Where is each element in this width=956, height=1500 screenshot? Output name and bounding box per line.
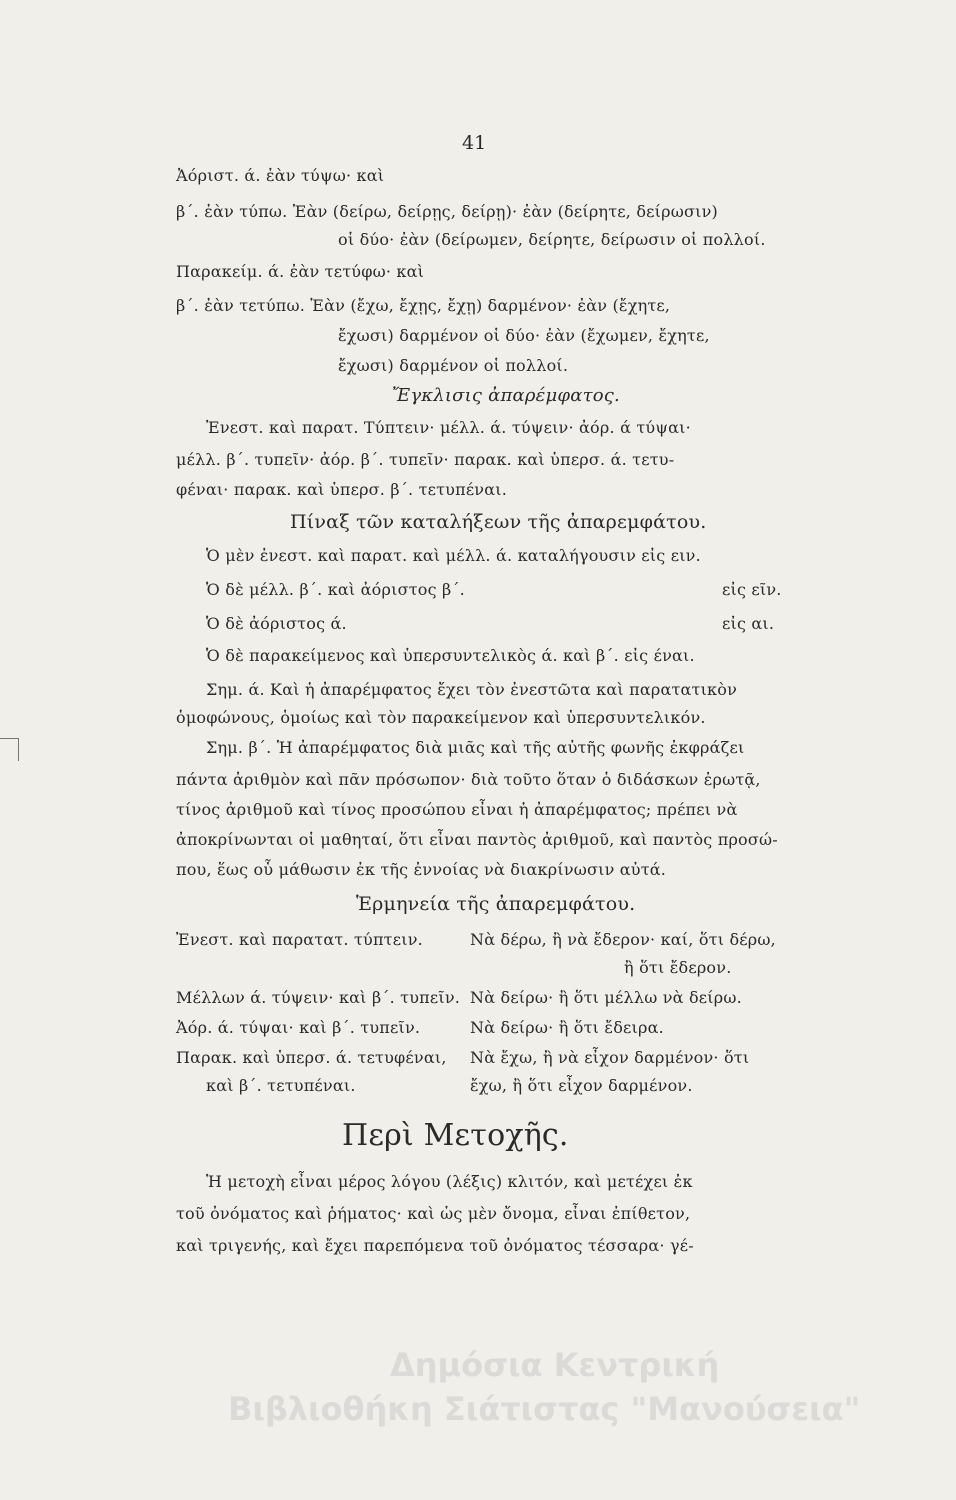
text-line: ἀποκρίνωνται οἱ μαθηταί, ὅτι εἶναι παντὸς ἀριθμοῦ, καὶ παντὸς προσώ- — [176, 830, 778, 849]
text-line: Παρακείμ. ά. ἐὰν τετύφω· καὶ — [176, 262, 425, 281]
text-line: Ὁ δὲ ἀόριστος ά. — [206, 614, 347, 633]
text-line: Νὰ δέρω, ἢ νὰ ἔδερον· καί, ὅτι δέρω, — [470, 930, 776, 949]
text-line: Σημ. β΄. Ἡ ἀπαρέμφατος διὰ μιᾶς καὶ τῆς αὐτῆς φωνῆς ἐκφράζει — [206, 738, 745, 757]
text-line: που, ἕως οὗ μάθωσιν ἐκ τῆς ἐννοίας νὰ διακρίνωσιν αὐτά. — [176, 860, 667, 879]
section-heading: Ἔγκλισις ἀπαρέμφατος. — [392, 385, 620, 406]
text-line: Ὁ δὲ μέλλ. β΄. καὶ ἀόριστος β΄. — [206, 580, 465, 599]
text-line: φέναι· παρακ. καὶ ὑπερσ. β΄. τετυπέναι. — [176, 480, 508, 499]
text-line: Παρακ. καὶ ὑπερσ. ά. τετυφέναι, — [176, 1048, 447, 1067]
library-watermark-line1: Δημόσια Κεντρική — [390, 1346, 720, 1384]
text-line: β΄. ἐὰν τετύπω. Ἐὰν (ἔχω, ἔχῃς, ἔχῃ) δαρμένον· ἐὰν (ἔχητε, — [176, 296, 671, 315]
page-edge-mark — [0, 738, 19, 761]
text-line: μέλλ. β΄. τυπεῖν· ἀόρ. β΄. τυπεῖν· παρακ. καὶ ὑπερσ. ά. τετυ- — [176, 450, 675, 469]
text-line: ὁμοφώνους, ὁμοίως καὶ τὸν παρακείμενον καὶ ὑπερσυντελικόν. — [176, 708, 706, 727]
text-line: ἔχωσι) δαρμένον οἱ δύο· ἐὰν (ἔχωμεν, ἔχητε, — [338, 326, 710, 345]
text-line: Ἡ μετοχὴ εἶναι μέρος λόγου (λέξις) κλιτόν, καὶ μετέχει ἐκ — [206, 1172, 693, 1191]
text-line: ἢ ὅτι ἔδερον. — [624, 958, 732, 977]
text-line: ἔχωσι) δαρμένον οἱ πολλοί. — [338, 356, 569, 375]
text-line: τίνος ἀριθμοῦ καὶ τίνος προσώπου εἶναι ἡ ἀπαρέμφατος; πρέπει νὰ — [176, 800, 738, 819]
text-line: Ἐνεστ. καὶ παρατ. Τύπτειν· μέλλ. ά. τύψειν· ἀόρ. ά τύψαι· — [206, 418, 691, 437]
table-heading: Πίναξ τῶν καταλήξεων τῆς ἀπαρεμφάτου. — [290, 511, 707, 533]
text-line: Νὰ δείρω· ἢ ὅτι ἔδειρα. — [470, 1018, 664, 1037]
text-line: καὶ τριγενής, καὶ ἔχει παρεπόμενα τοῦ ὀνόματος τέσσαρα· γέ- — [176, 1236, 694, 1255]
text-line: Μέλλων ά. τύψειν· καὶ β΄. τυπεῖν. — [176, 988, 461, 1007]
text-line: καὶ β΄. τετυπέναι. — [206, 1076, 356, 1095]
text-line: Νὰ ἔχω, ἢ νὰ εἶχον δαρμένον· ὅτι — [470, 1048, 750, 1067]
page-number: 41 — [462, 132, 487, 154]
text-line: Νὰ δείρω· ἢ ὅτι μέλλω νὰ δείρω. — [470, 988, 742, 1007]
text-line: τοῦ ὀνόματος καὶ ῥήματος· καὶ ὡς μὲν ὄνομα, εἶναι ἐπίθετον, — [176, 1204, 691, 1223]
text-line: Ἀόριστ. ά. ἐὰν τύψω· καὶ — [176, 166, 385, 185]
text-line: ἔχω, ἢ ὅτι εἶχον δαρμένον. — [470, 1076, 693, 1095]
library-watermark-line2: Βιβλιοθήκη Σιάτιστας "Μανούσεια" — [228, 1390, 861, 1428]
text-line: Ἐνεστ. καὶ παρατατ. τύπτειν. — [176, 930, 423, 949]
ending-label: εἰς εῖν. — [722, 580, 782, 599]
section-heading: Ἑρμηνεία τῆς ἀπαρεμφάτου. — [356, 893, 636, 915]
text-line: πάντα ἀριθμὸν καὶ πᾶν πρόσωπον· διὰ τοῦτο ὅταν ὁ διδάσκων ἐρωτᾷ, — [176, 770, 761, 789]
text-line: οἱ δύο· ἐὰν (δείρωμεν, δείρητε, δείρωσιν οἱ πολλοί. — [338, 230, 766, 249]
text-line: Ὁ μὲν ἐνεστ. καὶ παρατ. καὶ μέλλ. ά. καταλήγουσιν εἰς ειν. — [206, 546, 701, 565]
text-line: Ὁ δὲ παρακείμενος καὶ ὑπερσυντελικὸς ά. καὶ β΄. εἰς έναι. — [206, 646, 695, 665]
ending-label: εἰς αι. — [722, 614, 775, 633]
text-line: Ἀόρ. ά. τύψαι· καὶ β΄. τυπεῖν. — [176, 1018, 421, 1037]
chapter-heading: Περὶ Μετοχῆς. — [342, 1118, 569, 1153]
text-line: Σημ. ά. Καὶ ἡ ἀπαρέμφατος ἔχει τὸν ἐνεστῶτα καὶ παρατατικὸν — [206, 680, 738, 699]
text-line: β΄. ἐὰν τύπω. Ἐὰν (δείρω, δείρῃς, δείρῃ)· ἐὰν (δείρητε, δείρωσιν) — [176, 202, 718, 221]
